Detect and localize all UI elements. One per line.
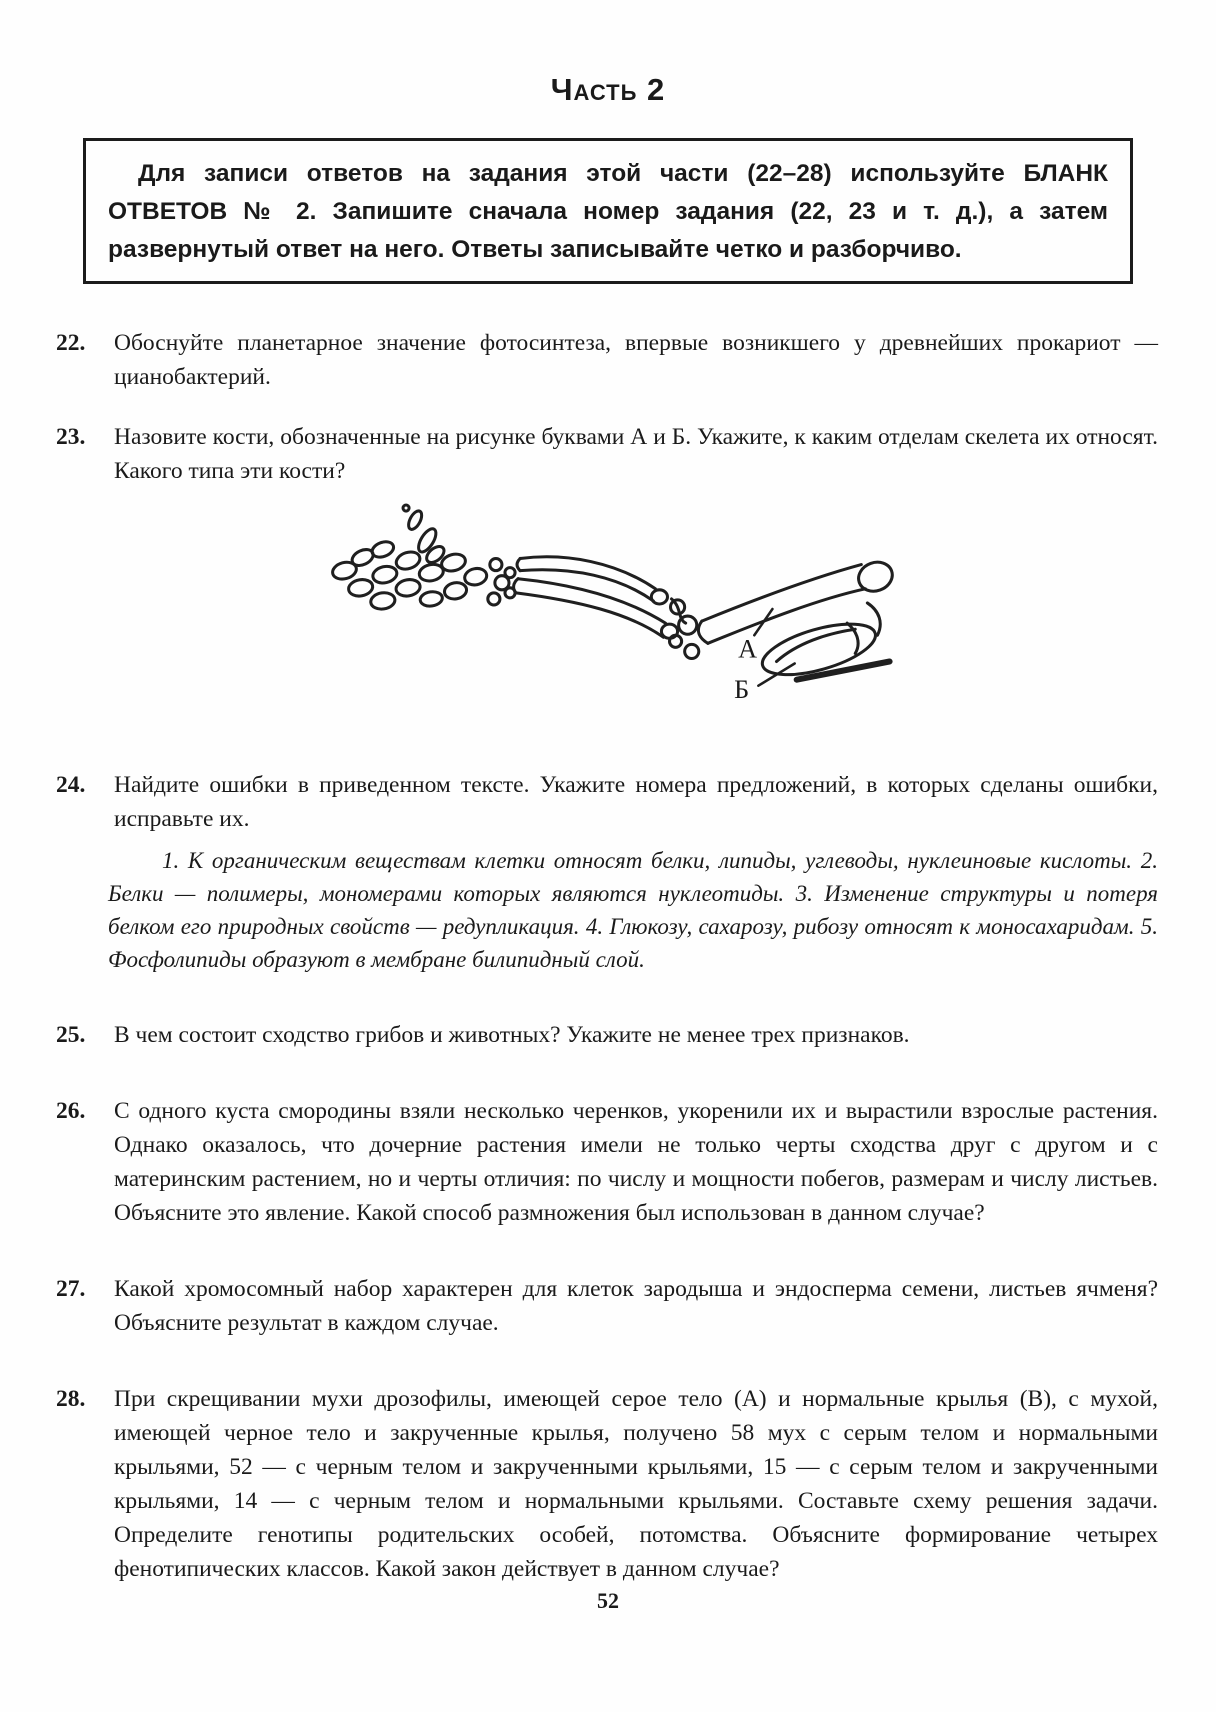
arm-skeleton-drawing (322, 502, 908, 716)
question-number: 27. (56, 1276, 86, 1302)
page-title: Часть 2 (550, 72, 666, 107)
questions-list (56, 326, 1158, 1586)
question-text: Назовите кости, обозначенные на рисунке буквами А и Б. Укажите, к каким отделам скелета их относят. Какого типа эти кости? (114, 424, 1158, 484)
instruction-box (83, 138, 1133, 284)
question-number: 23. (56, 424, 86, 450)
question-text: При скрещивании мухи дрозофилы, имеющей серое тело (А) и нормальные крылья (В), с мухой, имеющей черное тело и закрученные крылья, получено 58 мух с серым телом и нормальными крыльями, 52 — с черным телом и закрученными крыльями, 15 — с серым телом и закрученными крыльями, 14 — с черным телом и нормальными крыльями. Составьте схему решения задачи. Определите генотипы родительских особей, потомства. Объясните формирование четырех фенотипических классов. Какой закон действует в данном случае? (114, 1386, 1158, 1582)
figure-label-a: А (738, 634, 758, 664)
question-number: 24. (56, 772, 86, 798)
question-22 (56, 326, 1158, 394)
question-text: Обоснуйте планетарное значение фотосинтеза, впервые возникшего у древнейших прокариот — цианобактерий. (114, 330, 1158, 390)
figure-label-b: Б (734, 674, 750, 704)
question-text: Какой хромосомный набор характерен для клеток зародыша и эндосперма семени, листьев ячменя? Объясните результат в каждом случае. (114, 1276, 1158, 1336)
arm-skeleton-figure (322, 502, 908, 726)
question-24 (56, 768, 1158, 976)
page-number: 52 (597, 1588, 619, 1613)
question-text: С одного куста смородины взяли несколько черенков, укоренили их и вырастили взрослые растения. Однако оказалось, что дочерние растения имели не только черты сходства друг с другом и с материнским растением, но и черты отличия: по числу и мощности побегов, размерам и числу листьев. Объясните это явление. Какой способ размножения был использован в данном случае? (114, 1098, 1158, 1226)
question-24-passage: 1. К органическим веществам клетки относят белки, липиды, углеводы, нуклеиновые кислоты. 2. Белки — полимеры, мономерами которых являются нуклеотиды. 3. Изменение структуры и потеря белком его природных свойств — редупликация. 4. Глюкозу, сахарозу, рибозу относят к моносахаридам. 5. Фосфолипиды образуют в мембране билипидный слой. (108, 848, 1158, 972)
question-26 (56, 1094, 1158, 1230)
question-number: 22. (56, 330, 86, 356)
question-28 (56, 1382, 1158, 1586)
question-text: Найдите ошибки в приведенном тексте. Укажите номера предложений, в которых сделаны ошибки, исправьте их. (114, 772, 1158, 832)
question-number: 25. (56, 1022, 86, 1048)
question-25 (56, 1018, 1158, 1052)
question-text: В чем состоит сходство грибов и животных? Укажите не менее трех признаков. (114, 1022, 910, 1048)
question-number: 28. (56, 1386, 86, 1412)
question-number: 26. (56, 1098, 86, 1124)
question-23 (56, 420, 1158, 726)
instruction-text: Для записи ответов на задания этой части (22–28) используйте БЛАНК ОТВЕТОВ № 2. Запишите сначала номер задания (22, 23 и т. д.), а затем развернутый ответ на него. Ответы записывайте четко и разборчиво. (108, 160, 1108, 263)
question-27 (56, 1272, 1158, 1340)
